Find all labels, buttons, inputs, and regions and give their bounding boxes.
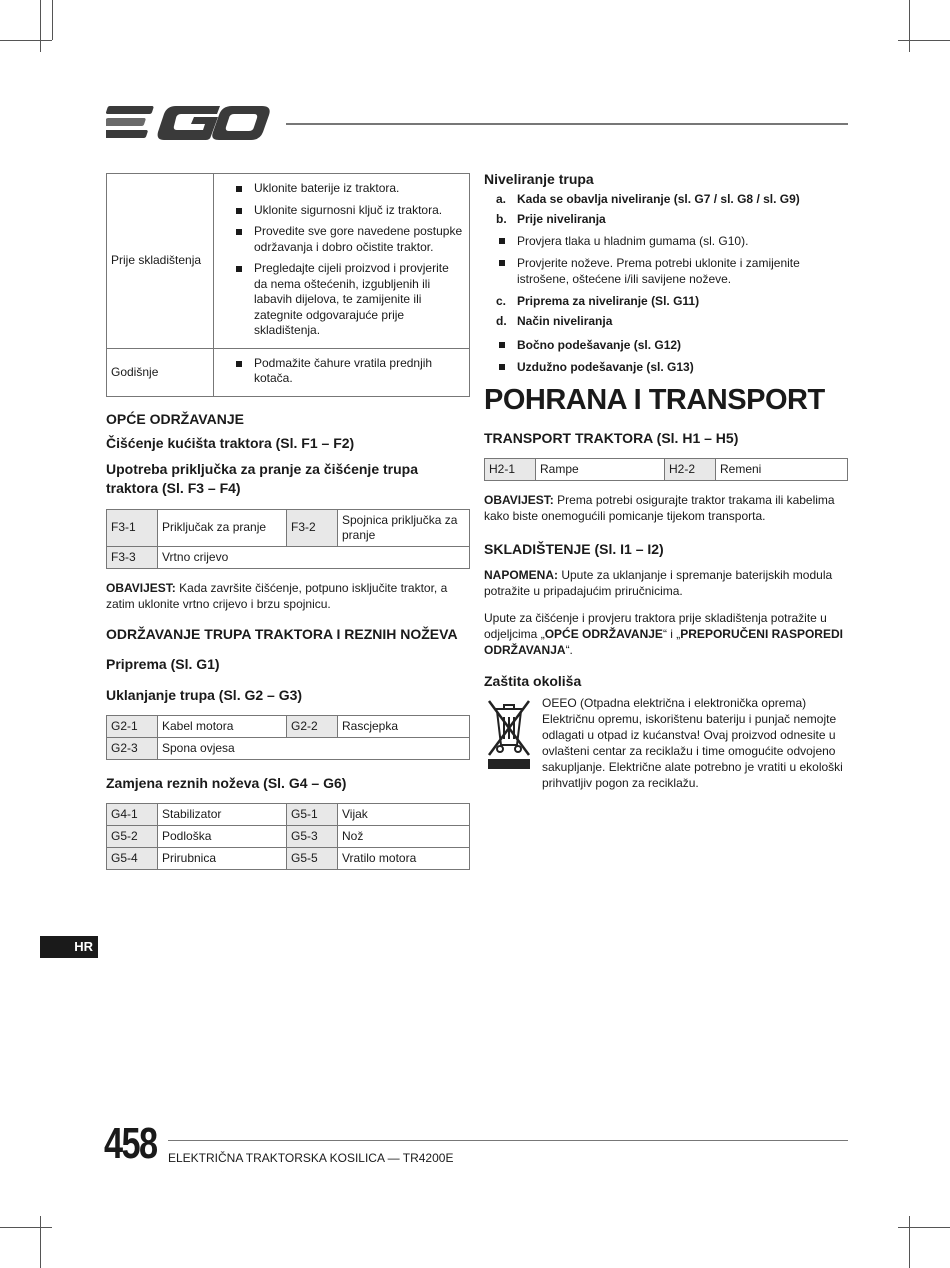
list-item (484, 211, 848, 227)
section-title-storage-transport: POHRANA I TRANSPORT (484, 384, 825, 416)
subheading-wash-port: Upotreba priključka za pranje za čišćenje trupa traktora (Sl. F3 – F4) (106, 460, 418, 496)
subheading-leveling: Niveliranje trupa (484, 171, 594, 187)
table-row (107, 825, 470, 847)
para-text: Upute za čišćenje i provjeru traktora prije skladištenja potražite u odjeljcima „ (484, 611, 827, 641)
crop-mark (909, 1216, 910, 1268)
table-row (107, 847, 470, 869)
para-ref: PREPORUČENI RASPOREDI ODRŽAVANJA (484, 627, 843, 657)
para-ref: OPĆE ODRŽAVANJE (544, 627, 663, 641)
step-letter: c. (496, 294, 507, 308)
part-code: G5-4 (107, 847, 158, 869)
table-row (107, 803, 470, 825)
part-name: Spona ovjesa (158, 737, 470, 759)
list-item: Provjera tlaka u hladnim gumama (sl. G10). (484, 233, 848, 249)
notice-text: Kada završite čišćenje, potpuno isključite traktor, a zatim uklonite vrtno crijevo i brzu spojnicu. (106, 580, 448, 611)
table-row (107, 348, 470, 396)
step-letter: a. (496, 192, 507, 206)
part-code: G4-1 (107, 803, 158, 825)
list-item (484, 293, 848, 309)
part-name: Remeni (716, 459, 848, 481)
crop-mark (0, 40, 52, 41)
header-rule (286, 123, 848, 125)
subheading-storage: SKLADIŠTENJE (Sl. I1 – I2) (484, 541, 664, 557)
weee-bin-icon (484, 695, 534, 771)
note-storage (484, 567, 848, 599)
maintenance-schedule-table (106, 173, 470, 397)
part-name: Prirubnica (158, 847, 287, 869)
environment-text: OEEO (Otpadna električna i elektronička oprema) Električnu opremu, iskorištenu bateriju i punjač nemojte odlagati u otpad iz kućanstva! Ovaj proizvod odnesite u ovlašteni centar za reciklažu i time omogućite odvojeno sakupljanje. Električne alate potrebno je vratiti u ekološki prihvatljiv pogon za reciklažu. (542, 696, 843, 790)
leveling-steps (484, 191, 848, 375)
list-item: Pregledajte cijeli proizvod i provjerite da nema oštećenih, izgubljenih ili labavih dijelova, te zamijenite ili zategnite odgovarajuće prije skladištenja. (218, 261, 465, 339)
list-item (484, 191, 848, 207)
footer-title: ELEKTRIČNA TRAKTORSKA KOSILICA — TR4200E (168, 1151, 454, 1165)
step-text: Prije niveliranja (517, 212, 606, 226)
step-text: Kada se obavlja niveliranje (sl. G7 / sl. G8 / sl. G9) (517, 192, 800, 206)
schedule-label: Prije skladištenja (107, 174, 214, 349)
right-column (484, 170, 848, 791)
crop-mark (0, 1227, 52, 1228)
list-item: Provedite sve gore navedene postupke održavanja i dobro očistite traktor. (218, 224, 465, 255)
table-row (107, 174, 470, 349)
part-code: G5-2 (107, 825, 158, 847)
note-label: NAPOMENA: (484, 568, 558, 582)
list-item: Bočno podešavanje (sl. G12) (484, 337, 848, 353)
part-name: Nož (338, 825, 470, 847)
list-item: Uklonite baterije iz traktora. (218, 181, 465, 197)
part-name: Vijak (338, 803, 470, 825)
parts-table-g1 (106, 715, 470, 760)
crop-mark (898, 1227, 950, 1228)
schedule-items (214, 174, 470, 349)
subheading-transport: TRANSPORT TRAKTORA (Sl. H1 – H5) (484, 430, 739, 446)
table-row (107, 715, 470, 737)
notice-label: OBAVIJEST: (484, 493, 554, 507)
subheading-blades: Zamjena reznih noževa (Sl. G4 – G6) (106, 774, 347, 791)
storage-reference-paragraph (484, 610, 848, 658)
part-code: F3-2 (287, 509, 338, 546)
crop-mark (40, 0, 41, 52)
notice-label: OBAVIJEST: (106, 580, 176, 595)
part-name: Kabel motora (158, 715, 287, 737)
part-name: Rampe (536, 459, 665, 481)
crop-mark (898, 40, 950, 41)
left-column (106, 173, 470, 870)
notice-text: Prema potrebi osigurajte traktor trakama ili kabelima kako biste onemogućili pomicanje tijekom transporta. (484, 493, 835, 523)
step-text: Priprema za niveliranje (Sl. G11) (517, 294, 700, 308)
list-item: Provjerite noževe. Prema potrebi uklonite i zamijenite istrošene, oštećene i/ili savijene noževe. (484, 255, 848, 287)
schedule-items (214, 348, 470, 396)
note-text: Upute za uklanjanje i spremanje baterijskih modula potražite u pripadajućim priručnicima. (484, 568, 833, 598)
part-name: Vrtno crijevo (158, 546, 470, 568)
part-name: Podloška (158, 825, 287, 847)
crop-mark (40, 1216, 41, 1268)
crop-mark (52, 0, 53, 40)
list-item: Podmažite čahure vratila prednjih kotača. (218, 356, 465, 387)
part-code: G2-3 (107, 737, 158, 759)
crop-mark (909, 0, 910, 52)
part-name: Spojnica priključka za pranje (338, 509, 470, 546)
ego-logo (106, 100, 276, 144)
part-code: F3-3 (107, 546, 158, 568)
part-name: Vratilo motora (338, 847, 470, 869)
section-title-deck: ODRŽAVANJE TRUPA TRAKTORA I REZNIH NOŽEVA (106, 625, 458, 642)
part-code: G5-1 (287, 803, 338, 825)
subheading-cleaning: Čišćenje kućišta traktora (Sl. F1 – F2) (106, 434, 355, 451)
section-title-general: OPĆE ODRŽAVANJE (106, 410, 244, 427)
list-item (484, 313, 848, 329)
subheading-prep: Priprema (Sl. G1) (106, 655, 220, 672)
step-letter: d. (496, 314, 507, 328)
step-letter: b. (496, 212, 507, 226)
table-row (107, 737, 470, 759)
part-code: H2-1 (485, 459, 536, 481)
part-name: Stabilizator (158, 803, 287, 825)
para-text: “. (565, 643, 573, 657)
part-code: H2-2 (665, 459, 716, 481)
part-code: F3-1 (107, 509, 158, 546)
part-code: G5-5 (287, 847, 338, 869)
part-name: Rascjepka (338, 715, 470, 737)
list-item: Uklonite sigurnosni ključ iz traktora. (218, 203, 465, 219)
page-number: 458 (104, 1119, 157, 1168)
notice-cleaning (106, 580, 470, 612)
list-item: Uzdužno podešavanje (sl. G13) (484, 359, 848, 375)
schedule-label: Godišnje (107, 348, 214, 396)
environment-block (484, 695, 848, 791)
parts-table-h (484, 458, 848, 481)
part-name: Priključak za pranje (158, 509, 287, 546)
notice-transport (484, 492, 848, 524)
subheading-environment: Zaštita okoliša (484, 673, 582, 689)
subheading-removal: Uklanjanje trupa (Sl. G2 – G3) (106, 686, 303, 703)
table-row (485, 459, 848, 481)
language-tab: HR (40, 936, 98, 958)
table-row (107, 509, 470, 546)
step-text: Način niveliranja (517, 314, 613, 328)
part-code: G5-3 (287, 825, 338, 847)
footer-rule (168, 1140, 848, 1141)
part-code: G2-2 (287, 715, 338, 737)
parts-table-g2 (106, 803, 470, 870)
para-text: “ i „ (662, 627, 681, 641)
parts-table-f (106, 509, 470, 569)
table-row (107, 546, 470, 568)
part-code: G2-1 (107, 715, 158, 737)
